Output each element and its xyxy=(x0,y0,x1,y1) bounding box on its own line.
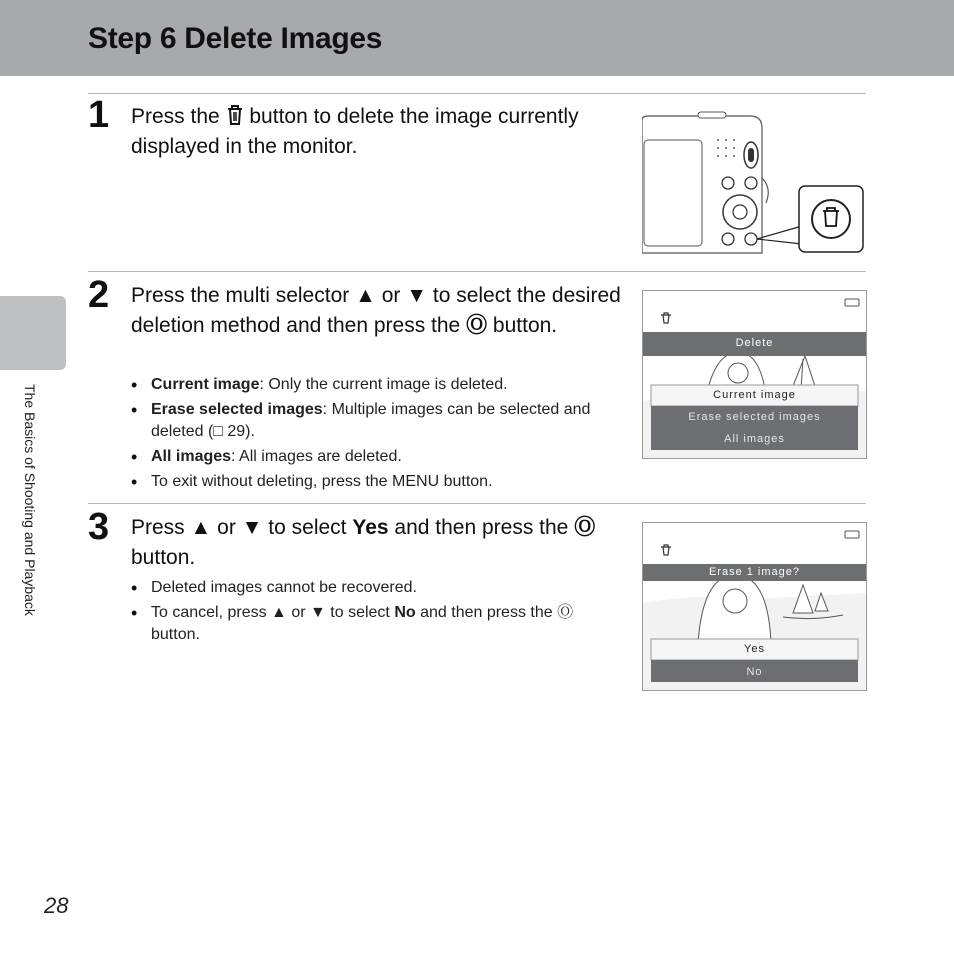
up-arrow-icon: ▲ xyxy=(355,284,376,307)
list-item: • To cancel, press ▲ or ▼ to select No and then press the Ⓞ button. xyxy=(131,602,611,646)
up-arrow-icon: ▲ xyxy=(190,516,212,539)
screen-title: Delete xyxy=(735,337,774,349)
delete-menu-screen xyxy=(642,290,867,459)
camera-back-illustration xyxy=(642,108,866,258)
divider xyxy=(88,503,866,504)
menu-item-current-image[interactable]: Current image xyxy=(713,389,796,401)
list-item: • Erase selected images: Multiple images can be selected and deleted (□ 29). xyxy=(131,399,611,443)
step-number: 1 xyxy=(88,94,110,136)
screen-title: Erase 1 image? xyxy=(708,566,801,578)
list-item: • To exit without deleting, press the MENU button. xyxy=(131,471,611,493)
step2-instruction: Press the multi selector ▲ or ▼ to select the desired deletion method and then press the Ⓞ button. xyxy=(131,284,621,337)
divider xyxy=(88,271,866,272)
trash-icon xyxy=(226,105,244,128)
step2-bullet-list xyxy=(131,374,611,496)
menu-item-all-images[interactable]: All images xyxy=(724,433,785,445)
down-arrow-icon: ▼ xyxy=(406,284,428,307)
erase-confirm-screen xyxy=(642,522,867,691)
chapter-label: The Basics of Shooting and Playback xyxy=(22,384,38,616)
ok-button-icon: Ⓞ xyxy=(466,314,488,337)
divider xyxy=(88,93,866,94)
list-item: • Deleted images cannot be recovered. xyxy=(131,577,611,599)
step-number: 3 xyxy=(88,506,110,548)
ok-button-icon: Ⓞ xyxy=(574,516,596,539)
menu-item-no[interactable]: No xyxy=(746,666,763,678)
page-title: Step 6 Delete Images xyxy=(88,22,383,55)
page-number: 28 xyxy=(44,893,69,918)
step3-bullet-list xyxy=(131,577,611,649)
chapter-tab xyxy=(0,296,66,370)
down-arrow-icon: ▼ xyxy=(241,516,263,539)
menu-item-yes[interactable]: Yes xyxy=(744,643,765,655)
step3-instruction: Press ▲ or ▼ to select Yes and then press the Ⓞ button. xyxy=(131,516,596,569)
step1-instruction: Press the button to delete the image currently displayed in the monitor. xyxy=(131,105,579,158)
list-item: • Current image: Only the current image is deleted. xyxy=(131,374,611,396)
list-item: • All images: All images are deleted. xyxy=(131,446,611,468)
step-number: 2 xyxy=(88,274,110,316)
menu-item-erase-selected[interactable]: Erase selected images xyxy=(688,411,821,423)
page-header xyxy=(0,0,954,76)
